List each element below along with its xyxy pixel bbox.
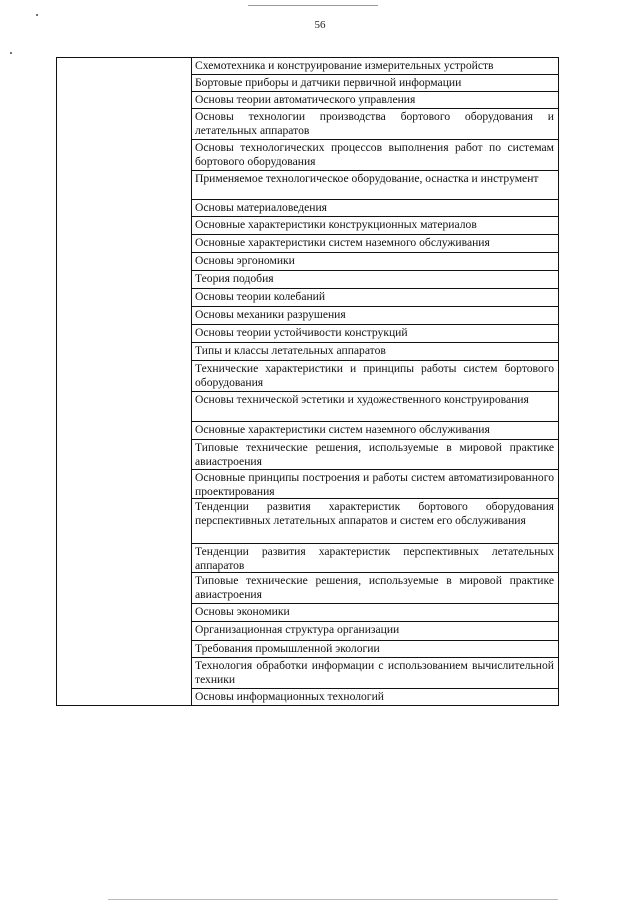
table-row [192,171,558,200]
table-row [192,109,558,140]
table-row-label: Бортовые приборы и датчики первичной информации [195,75,462,89]
table-row-label: Основы теории колебаний [195,290,326,303]
table-row [192,58,558,75]
table-row [192,422,558,440]
table-row [192,325,558,343]
table-row-label: Технические характеристики и принципы работы систем бортового оборудования [195,362,554,389]
table-row-label: Типовые технические решения, используемые в мировой практике авиастроения [195,574,554,601]
table-row-label: Основы информационных технологий [195,690,384,703]
table-row-label: Основы эргономики [195,254,295,267]
table-row [192,689,558,707]
scan-bottom-rule [108,899,558,900]
table-row [192,361,558,392]
table-row-label: Основы технологии производства бортового оборудования и летательных аппаратов [195,110,554,137]
table-left-column [57,58,192,705]
table-row-label: Основы экономики [195,605,290,618]
table-row-label: Основы теории автоматического управления [195,93,416,106]
table-row [192,271,558,289]
table-items-column [192,58,558,705]
table-row [192,440,558,470]
table-row-label: Основы теории устойчивости конструкций [195,326,408,339]
table-row-label: Тенденции развития характеристик перспективных летательных аппаратов [195,545,554,572]
table-row [192,200,558,217]
table-row-label: Основные принципы построения и работы систем автоматизированного проектирования [195,471,554,498]
table-row-label: Основы механики разрушения [195,308,346,321]
scan-speck [36,14,38,16]
table-row [192,75,558,93]
table-row-label: Применяемое технологическое оборудование, оснастка и инструмент [195,172,539,185]
table-row [192,343,558,361]
table-row [192,235,558,253]
table-row [192,658,558,689]
table-row-label: Основы материаловедения [195,201,328,214]
table-row [192,392,558,422]
table-row-label: Технология обработки информации с использованием вычислительной техники [195,659,554,686]
scan-speck [10,52,12,54]
table-row [192,544,558,573]
table-row-label: Типовые технические решения, используемые в мировой практике авиастроения [195,441,554,468]
table-row-label: Теория подобия [195,272,274,285]
table-row [192,289,558,307]
table-row [192,622,558,641]
table-row-label: Схемотехника и конструирование измерительных устройств [195,59,494,72]
table-row [192,217,558,235]
table-row-label: Основы технической эстетики и художественного конструирования [195,393,529,406]
table-row [192,140,558,171]
table-row-label: Требования промышленной экологии [195,642,380,655]
table-row [192,92,558,109]
table-row [192,470,558,499]
table-row-label: Организационная структура организации [195,623,400,636]
table-row-label: Основные характеристики конструкционных материалов [195,218,477,231]
requirements-table [56,57,559,706]
table-row-label: Основные характеристики систем наземного обслуживания [195,423,490,436]
table-row-label: Типы и классы летательных аппаратов [195,344,386,357]
table-row [192,253,558,271]
table-row-label: Основы технологических процессов выполнения работ по системам бортового оборудования [195,141,554,168]
table-row [192,307,558,325]
scan-top-rule [248,5,378,6]
page-number: 56 [314,19,326,31]
table-row [192,641,558,658]
table-row [192,604,558,622]
table-row [192,573,558,604]
table-row [192,499,558,544]
table-row-label: Основные характеристики систем наземного обслуживания [195,236,490,249]
table-row-label: Тенденции развития характеристик бортового оборудования перспективных летательных аппаратов и систем его обслуживания [195,500,554,527]
